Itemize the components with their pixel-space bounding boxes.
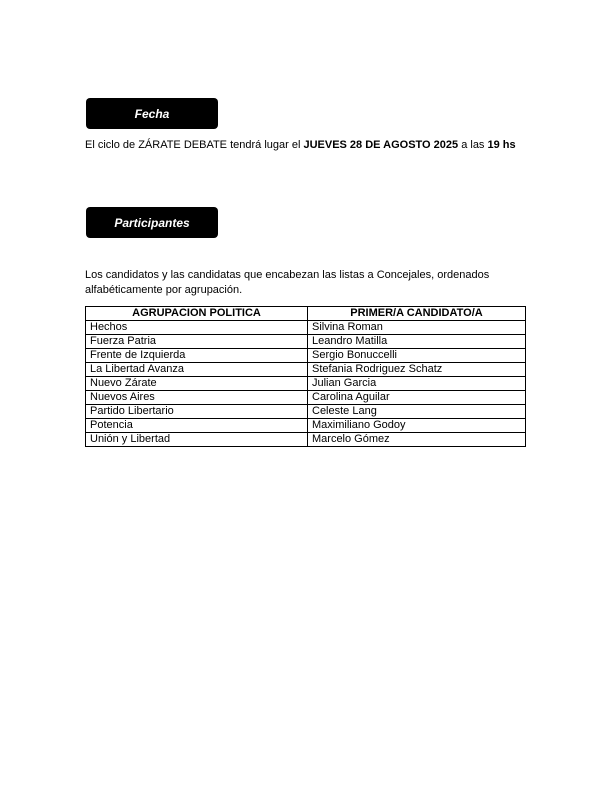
participantes-intro: Los candidatos y las candidatas que encabezan las listas a Concejales, ordenados alfabéticamente por agrupación. bbox=[85, 269, 490, 296]
header-candidato: PRIMER/A CANDIDATO/A bbox=[308, 307, 526, 321]
candidate-cell: Silvina Roman bbox=[308, 321, 526, 335]
party-cell: Nuevos Aires bbox=[86, 391, 308, 405]
candidate-cell: Stefania Rodriguez Schatz bbox=[308, 363, 526, 377]
candidate-cell: Sergio Bonuccelli bbox=[308, 349, 526, 363]
party-cell: Frente de Izquierda bbox=[86, 349, 308, 363]
party-cell: Potencia bbox=[86, 419, 308, 433]
fecha-time: 19 hs bbox=[487, 139, 516, 151]
table-row bbox=[86, 433, 526, 447]
candidate-cell: Julian Garcia bbox=[308, 377, 526, 391]
table-row bbox=[86, 321, 526, 335]
table-row bbox=[86, 377, 526, 391]
fecha-paragraph bbox=[85, 138, 530, 153]
table-row bbox=[86, 391, 526, 405]
candidate-cell: Maximiliano Godoy bbox=[308, 419, 526, 433]
table-header-row bbox=[86, 307, 526, 321]
table-row bbox=[86, 335, 526, 349]
fecha-heading: Fecha bbox=[86, 98, 218, 129]
party-cell: Unión y Libertad bbox=[86, 433, 308, 447]
fecha-text-before: El ciclo de ZÁRATE DEBATE tendrá lugar el bbox=[85, 139, 304, 151]
table-row bbox=[86, 363, 526, 377]
candidate-cell: Celeste Lang bbox=[308, 405, 526, 419]
party-cell: Fuerza Patria bbox=[86, 335, 308, 349]
candidates-table bbox=[85, 306, 526, 447]
participantes-heading: Participantes bbox=[86, 207, 218, 238]
candidate-cell: Carolina Aguilar bbox=[308, 391, 526, 405]
table-row bbox=[86, 349, 526, 363]
candidate-cell: Leandro Matilla bbox=[308, 335, 526, 349]
fecha-text-middle: a las bbox=[458, 139, 488, 151]
header-agrupacion: AGRUPACION POLITICA bbox=[86, 307, 308, 321]
party-cell: La Libertad Avanza bbox=[86, 363, 308, 377]
table-row bbox=[86, 419, 526, 433]
fecha-date: JUEVES 28 DE AGOSTO 2025 bbox=[303, 139, 459, 151]
party-cell: Partido Libertario bbox=[86, 405, 308, 419]
table-row bbox=[86, 405, 526, 419]
party-cell: Hechos bbox=[86, 321, 308, 335]
candidate-cell: Marcelo Gómez bbox=[308, 433, 526, 447]
party-cell: Nuevo Zárate bbox=[86, 377, 308, 391]
